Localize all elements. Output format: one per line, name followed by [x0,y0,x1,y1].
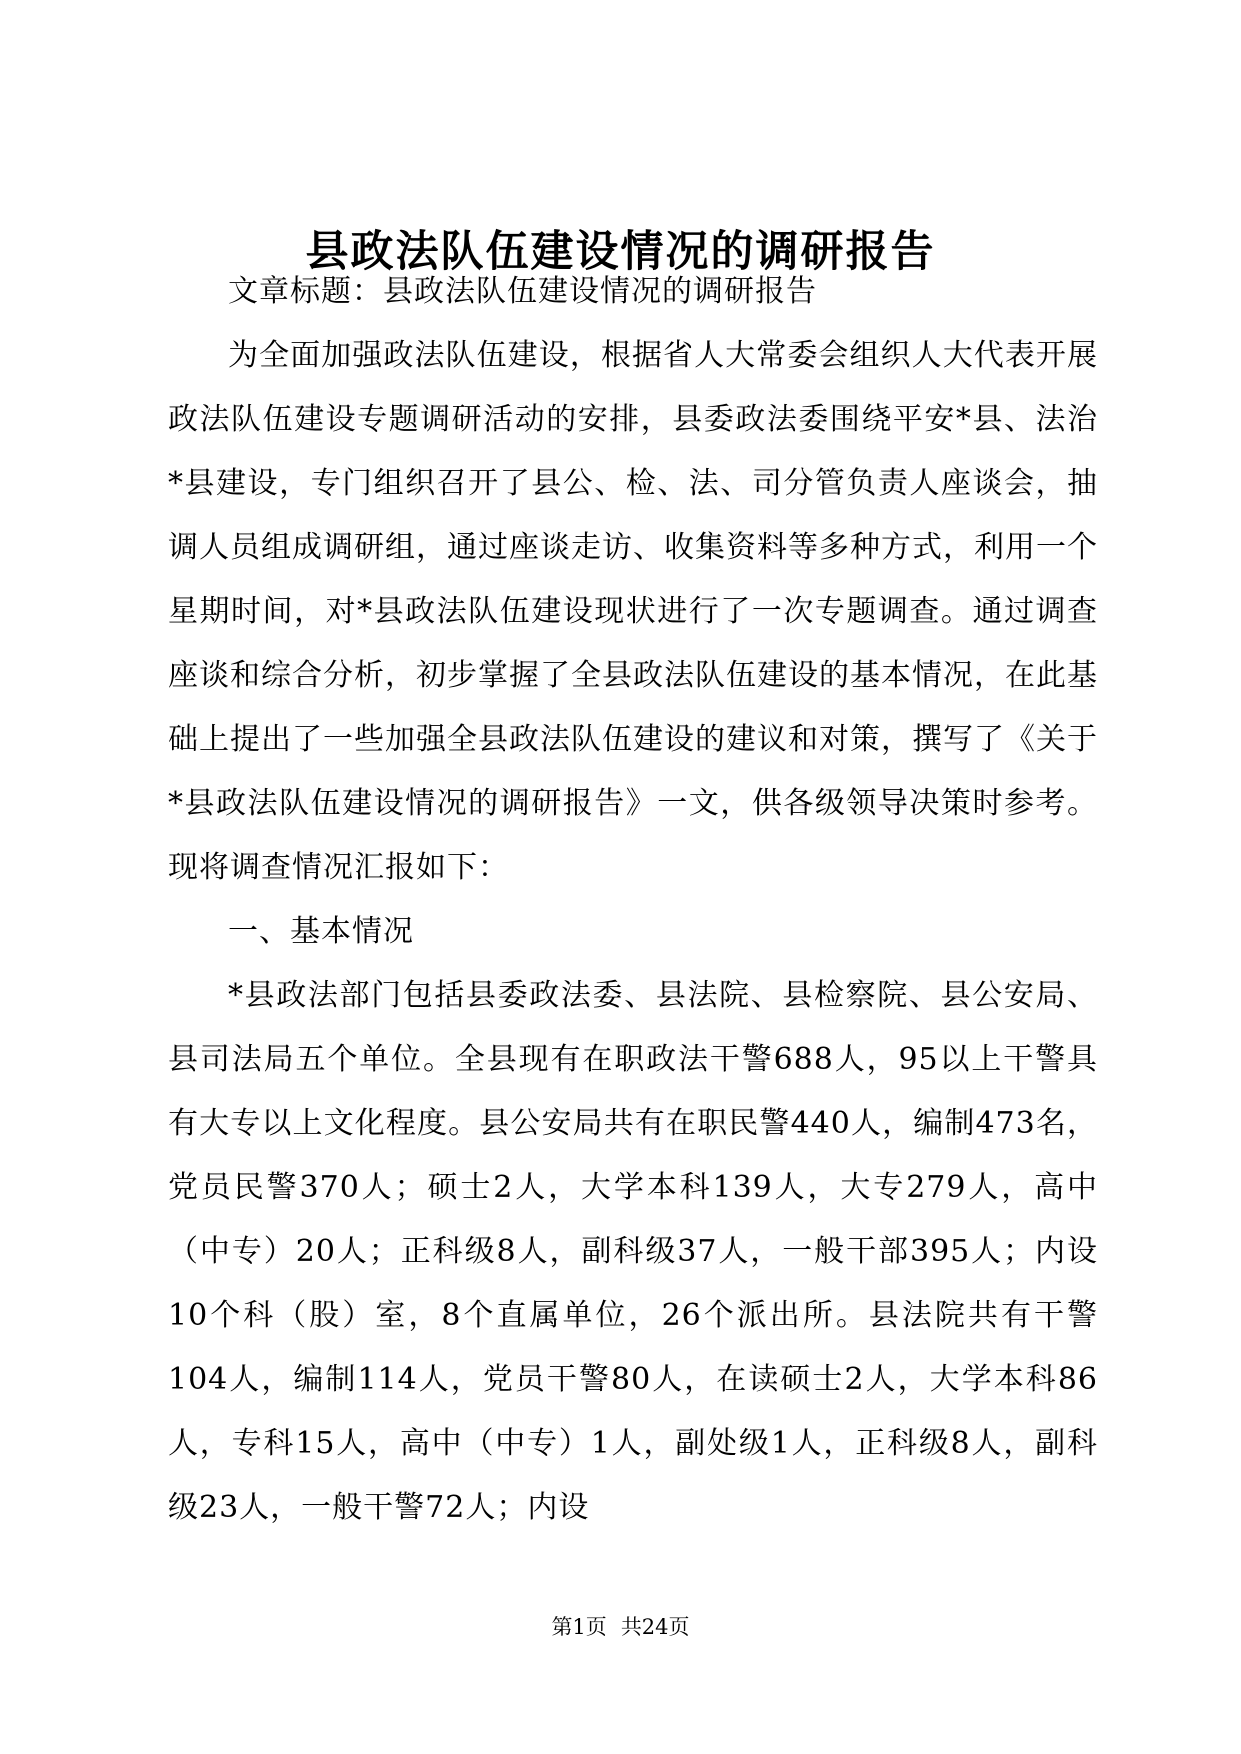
page-footer [0,1612,1241,1642]
basic-info-paragraph: *县政法部门包括县委政法委、县法院、县检察院、县公安局、县司法局五个单位。全县现有在职政法干警688人，95以上干警具有大专以上文化程度。县公安局共有在职民警440人，编制473名，党员民警370人；硕士2人，大学本科139人，大专279人，高中（中专）20人；正科级8人，副科级37人，一般干部395人；内设10个科（股）室，8个直属单位，26个派出所。县法院共有干警104人，编制114人，党员干警80人，在读硕士2人，大学本科86人，专科15人，高中（中专）1人，副处级1人，正科级8人，副科级23人，一般干警72人；内设 [168,978,1098,1525]
document-title: 县政法队伍建设情况的调研报告 [305,227,936,277]
page-total: 共24页 [620,1615,690,1639]
section-heading: 一、基本情况 [228,914,414,949]
article-title-line: 文章标题：县政法队伍建设情况的调研报告 [228,274,817,309]
intro-paragraph: 为全面加强政法队伍建设，根据省人大常委会组织人大代表开展政法队伍建设专题调研活动的安排，县委政法委围绕平安*县、法治*县建设，专门组织召开了县公、检、法、司分管负责人座谈会，抽调人员组成调研组，通过座谈走访、收集资料等多种方式，利用一个星期时间，对*县政法队伍建设现状进行了一次专题调查。通过调查座谈和综合分析，初步掌握了全县政法队伍建设的基本情况，在此基础上提出了一些加强全县政法队伍建设的建议和对策，撰写了《关于*县政法队伍建设情况的调研报告》一文，供各级领导决策时参考。现将调查情况汇报如下： [168,338,1098,885]
document-body [168,260,1098,1540]
page-number: 第1页 [551,1615,607,1639]
